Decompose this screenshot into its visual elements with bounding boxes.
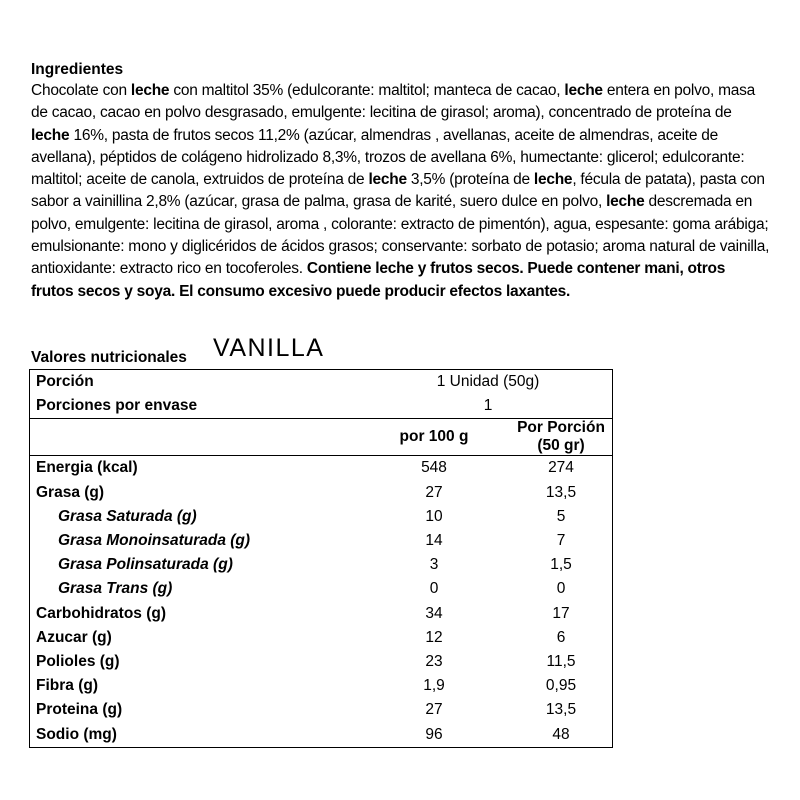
value-per-100g: 10 — [425, 507, 443, 525]
nutrition-table — [29, 369, 613, 748]
nutrient-row — [30, 650, 613, 674]
ingredients-bold-text: leche — [533, 171, 573, 189]
nutrient-row — [30, 722, 613, 747]
ingredients-bold-text: leche — [31, 126, 70, 144]
header-per-100g: por 100 g — [358, 419, 504, 456]
value-per-100g: 14 — [425, 532, 443, 550]
value-per-100g: 12 — [425, 628, 443, 646]
nutrient-label: Sodio (mg) — [36, 725, 117, 743]
nutrient-row — [30, 698, 613, 722]
nutrient-row — [30, 602, 613, 626]
nutrient-row — [30, 553, 613, 577]
value-per-100g: 0 — [429, 580, 439, 598]
servings-row — [30, 394, 613, 419]
ingredients-text-segment: descremada en polvo, emulgente: lecitina de girasol, aroma , colorante: extracto de pimentón), agua, espesante: goma arábiga; emulsionante: mono y diglicéridos de ácidos grasos; conservante: sorbato de potasio; aroma natural de vainilla, antioxidante: extracto rico en tocoferoles. — [31, 193, 770, 278]
nutrient-label: Proteina (g) — [36, 701, 123, 719]
ingredients-text-segment: 3,5% (proteína de — [406, 171, 534, 189]
ingredients-text-segment: 16%, pasta de frutos secos 11,2% (azúcar, almendras , avellanas, aceite de almendras, aceite de avellana), péptidos de colágeno hidrolizado 8,3%, trozos de avellana 6%, humectante: glicerol; edulcorante: maltitol; aceite de canola, extruidos de proteína de — [31, 126, 745, 189]
portion-row — [30, 370, 613, 395]
value-per-portion: 5 — [556, 507, 566, 525]
value-per-100g: 96 — [425, 725, 443, 743]
column-header-row — [30, 419, 613, 456]
ingredients-bold-text: leche — [564, 82, 603, 99]
value-per-portion: 0,95 — [545, 677, 577, 695]
value-per-portion: 1,5 — [550, 556, 572, 574]
ingredients-text-segment: entera en polvo, masa de cacao, cacao en polvo desgrasado, emulgente: lecitina de girasol; aroma), concentrado de proteína de — [31, 82, 755, 122]
nutrient-row — [30, 577, 613, 601]
nutrient-row — [30, 481, 613, 505]
nutrient-row — [30, 674, 613, 698]
nutrient-label: Azucar (g) — [36, 628, 112, 646]
ingredients-title: Ingredientes — [31, 61, 124, 78]
flavor-label: VANILLA — [213, 334, 325, 362]
ingredients-text-segment: Chocolate con — [31, 82, 131, 99]
nutrient-row — [30, 456, 613, 481]
nutrient-label: Grasa Trans (g) — [58, 580, 173, 598]
portion-value: 1 Unidad (50g) — [436, 373, 540, 391]
nutrient-label: Grasa Polinsaturada (g) — [58, 556, 233, 574]
value-per-portion: 6 — [556, 628, 566, 646]
nutrient-row — [30, 505, 613, 529]
value-per-portion: 274 — [548, 459, 574, 477]
value-per-portion: 0 — [556, 580, 566, 598]
ingredients-text-segment: con maltitol 35% (edulcorante: maltitol; manteca de cacao, — [169, 82, 565, 99]
nutrient-row — [30, 626, 613, 650]
nutrient-label: Grasa (g) — [36, 483, 105, 501]
nutrition-title: Valores nutricionales — [31, 349, 187, 366]
value-per-100g: 23 — [425, 652, 443, 670]
portion-label: Porción — [36, 373, 94, 391]
servings-value: 1 — [358, 394, 613, 419]
value-per-100g: 34 — [425, 604, 443, 622]
nutrient-label: Grasa Saturada (g) — [58, 507, 197, 525]
servings-label: Porciones por envase — [30, 394, 359, 419]
nutrient-row — [30, 529, 613, 553]
value-per-portion: 11,5 — [546, 652, 576, 670]
value-per-100g: 3 — [429, 556, 439, 574]
ingredients-bold-text: Contiene leche y frutos secos. Puede contener mani, otros frutos secos y soya. El consumo excesivo puede producir efectos laxantes. — [31, 260, 726, 300]
value-per-100g: 27 — [425, 483, 443, 501]
ingredients-text — [31, 80, 771, 303]
value-per-portion: 7 — [556, 532, 566, 550]
ingredients-bold-text: leche — [130, 82, 170, 99]
ingredients-bold-text: leche — [606, 193, 645, 211]
nutrient-label: Energia (kcal) — [36, 459, 138, 477]
value-per-portion: 48 — [552, 725, 570, 743]
value-per-portion: 13,5 — [545, 701, 577, 719]
header-empty-cell — [30, 419, 359, 456]
nutrient-label: Fibra (g) — [36, 677, 98, 695]
nutrient-label: Polioles (g) — [36, 652, 120, 670]
value-per-portion: 17 — [552, 604, 570, 622]
value-per-100g: 27 — [425, 701, 443, 719]
ingredients-bold-text: leche — [368, 171, 407, 189]
value-per-100g: 1,9 — [423, 677, 445, 695]
nutrient-label: Grasa Monoinsaturada (g) — [58, 532, 251, 550]
ingredients-text-segment: , fécula de patata), pasta con sabor a vainillina 2,8% (azúcar, grasa de palma, grasa de karité, suero dulce en polvo, — [31, 171, 765, 211]
header-per-portion: Por Porción (50 gr) — [504, 419, 613, 456]
nutrient-label: Carbohidratos (g) — [36, 604, 167, 622]
value-per-portion: 13,5 — [545, 483, 577, 501]
value-per-100g: 548 — [421, 459, 447, 477]
